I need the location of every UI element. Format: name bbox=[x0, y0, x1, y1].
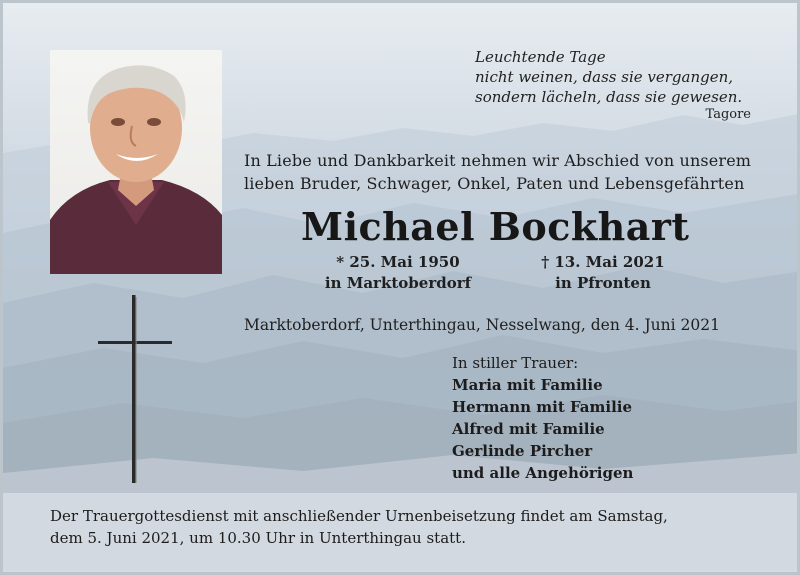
quote-author: Tagore bbox=[705, 107, 751, 122]
birth-date: * 25. Mai 1950 bbox=[336, 253, 460, 271]
funeral-service-info bbox=[50, 505, 760, 549]
place-and-date: Marktoberdorf, Unterthingau, Nesselwang, den 4. Juni 2021 bbox=[244, 316, 720, 334]
quote-line: sondern lächeln, dass sie gewesen. bbox=[475, 88, 743, 106]
service-line: Der Trauergottesdienst mit anschließender Urnenbeisetzung findet am Samstag, bbox=[50, 507, 668, 525]
cross-icon bbox=[98, 295, 178, 485]
service-line: dem 5. Juni 2021, um 10.30 Uhr in Unterthingau statt. bbox=[50, 529, 466, 547]
mourner-item: Gerlinde Pircher bbox=[452, 442, 593, 460]
farewell-intro bbox=[244, 149, 764, 195]
death-date: † 13. Mai 2021 bbox=[541, 253, 665, 271]
deceased-name: Michael Bockhart bbox=[301, 204, 690, 249]
mourners-list bbox=[452, 352, 762, 484]
intro-line: In Liebe und Dankbarkeit nehmen wir Abschied von unserem bbox=[244, 151, 752, 170]
mourner-item: Hermann mit Familie bbox=[452, 398, 633, 416]
mourner-item: Alfred mit Familie bbox=[452, 420, 605, 438]
portrait-photo bbox=[50, 50, 222, 274]
mourner-item: Maria mit Familie bbox=[452, 376, 603, 394]
intro-line: lieben Bruder, Schwager, Onkel, Paten und Lebensgefährten bbox=[244, 174, 745, 193]
quote-line: Leuchtende Tage bbox=[475, 48, 606, 66]
mourners-heading: In stiller Trauer: bbox=[452, 354, 579, 372]
quote-line: nicht weinen, dass sie vergangen, bbox=[475, 68, 734, 86]
death-place: in Pfronten bbox=[555, 274, 651, 292]
memorial-quote bbox=[475, 47, 759, 107]
death-info bbox=[523, 252, 683, 294]
birth-info bbox=[323, 252, 473, 294]
birth-place: in Marktoberdorf bbox=[324, 274, 472, 292]
mourner-item: und alle Angehörigen bbox=[452, 464, 634, 482]
